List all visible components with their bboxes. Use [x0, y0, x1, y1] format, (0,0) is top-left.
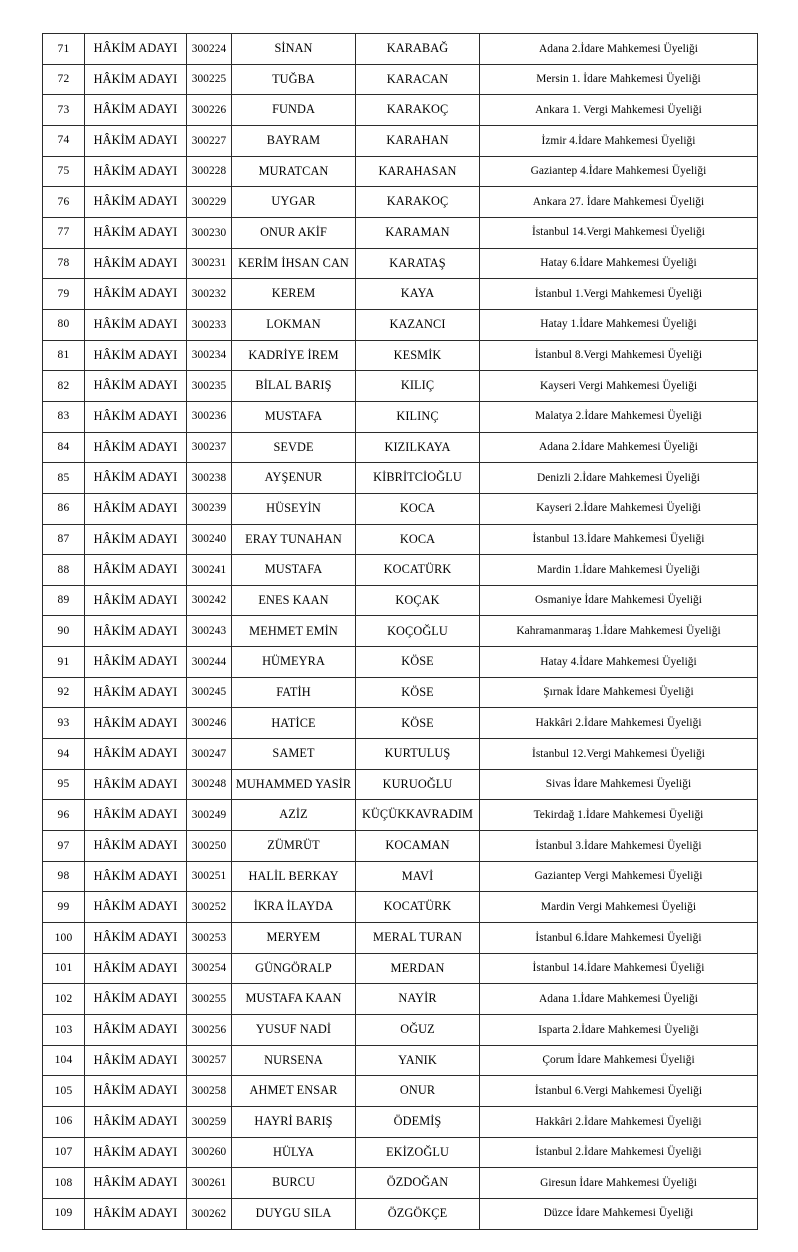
cell-sira-no: 102 — [43, 984, 85, 1015]
cell-sicil-no: 300248 — [187, 769, 232, 800]
cell-sicil-no: 300262 — [187, 1198, 232, 1229]
cell-ad: UYGAR — [232, 187, 356, 218]
cell-ad: HAYRİ BARIŞ — [232, 1106, 356, 1137]
cell-soyad: KOÇAK — [356, 585, 480, 616]
cell-unvan: HÂKİM ADAYI — [85, 892, 187, 923]
table-row — [43, 371, 758, 402]
cell-sira-no: 107 — [43, 1137, 85, 1168]
cell-gorev-yeri: Adana 2.İdare Mahkemesi Üyeliği — [480, 432, 758, 463]
table-row — [43, 1137, 758, 1168]
cell-sicil-no: 300238 — [187, 463, 232, 494]
cell-ad: HÜMEYRA — [232, 647, 356, 678]
table-row — [43, 1045, 758, 1076]
cell-sira-no: 87 — [43, 524, 85, 555]
cell-unvan: HÂKİM ADAYI — [85, 555, 187, 586]
table-row — [43, 279, 758, 310]
cell-unvan: HÂKİM ADAYI — [85, 524, 187, 555]
cell-ad: MUHAMMED YASİR — [232, 769, 356, 800]
cell-sicil-no: 300233 — [187, 309, 232, 340]
cell-gorev-yeri: Mardin 1.İdare Mahkemesi Üyeliği — [480, 555, 758, 586]
cell-unvan: HÂKİM ADAYI — [85, 1137, 187, 1168]
cell-unvan: HÂKİM ADAYI — [85, 187, 187, 218]
table-row — [43, 1168, 758, 1199]
cell-ad: LOKMAN — [232, 309, 356, 340]
cell-unvan: HÂKİM ADAYI — [85, 125, 187, 156]
cell-sira-no: 97 — [43, 831, 85, 862]
cell-sicil-no: 300227 — [187, 125, 232, 156]
cell-soyad: KILINÇ — [356, 401, 480, 432]
cell-gorev-yeri: İstanbul 1.Vergi Mahkemesi Üyeliği — [480, 279, 758, 310]
cell-soyad: MERDAN — [356, 953, 480, 984]
roster-table-body — [43, 34, 758, 1230]
table-row — [43, 984, 758, 1015]
cell-sira-no: 81 — [43, 340, 85, 371]
cell-gorev-yeri: İstanbul 2.İdare Mahkemesi Üyeliği — [480, 1137, 758, 1168]
cell-sira-no: 100 — [43, 923, 85, 954]
cell-sicil-no: 300232 — [187, 279, 232, 310]
cell-gorev-yeri: Düzce İdare Mahkemesi Üyeliği — [480, 1198, 758, 1229]
cell-ad: FATİH — [232, 677, 356, 708]
cell-soyad: KOCA — [356, 524, 480, 555]
cell-gorev-yeri: Sivas İdare Mahkemesi Üyeliği — [480, 769, 758, 800]
table-row — [43, 892, 758, 923]
cell-gorev-yeri: Adana 1.İdare Mahkemesi Üyeliği — [480, 984, 758, 1015]
appointment-roster-table — [42, 33, 758, 1230]
table-row — [43, 401, 758, 432]
cell-ad: BİLAL BARIŞ — [232, 371, 356, 402]
table-row — [43, 248, 758, 279]
cell-sira-no: 80 — [43, 309, 85, 340]
cell-soyad: KARAKOÇ — [356, 187, 480, 218]
table-row — [43, 217, 758, 248]
cell-sicil-no: 300243 — [187, 616, 232, 647]
cell-unvan: HÂKİM ADAYI — [85, 371, 187, 402]
table-row — [43, 769, 758, 800]
cell-ad: BURCU — [232, 1168, 356, 1199]
cell-sira-no: 108 — [43, 1168, 85, 1199]
table-row — [43, 739, 758, 770]
cell-ad: MUSTAFA KAAN — [232, 984, 356, 1015]
roster-table-container — [42, 33, 757, 1230]
cell-unvan: HÂKİM ADAYI — [85, 279, 187, 310]
cell-ad: ERAY TUNAHAN — [232, 524, 356, 555]
cell-sira-no: 91 — [43, 647, 85, 678]
table-row — [43, 524, 758, 555]
cell-ad: BAYRAM — [232, 125, 356, 156]
cell-gorev-yeri: İstanbul 13.İdare Mahkemesi Üyeliği — [480, 524, 758, 555]
cell-gorev-yeri: Denizli 2.İdare Mahkemesi Üyeliği — [480, 463, 758, 494]
cell-ad: MUSTAFA — [232, 401, 356, 432]
cell-soyad: KOCATÜRK — [356, 555, 480, 586]
cell-soyad: KARACAN — [356, 64, 480, 95]
cell-soyad: KILIÇ — [356, 371, 480, 402]
cell-ad: YUSUF NADİ — [232, 1015, 356, 1046]
cell-unvan: HÂKİM ADAYI — [85, 463, 187, 494]
table-row — [43, 1198, 758, 1229]
cell-ad: FUNDA — [232, 95, 356, 126]
cell-gorev-yeri: Kayseri 2.İdare Mahkemesi Üyeliği — [480, 493, 758, 524]
cell-sicil-no: 300250 — [187, 831, 232, 862]
cell-gorev-yeri: Kayseri Vergi Mahkemesi Üyeliği — [480, 371, 758, 402]
cell-unvan: HÂKİM ADAYI — [85, 677, 187, 708]
table-row — [43, 923, 758, 954]
cell-unvan: HÂKİM ADAYI — [85, 217, 187, 248]
cell-sira-no: 104 — [43, 1045, 85, 1076]
table-row — [43, 187, 758, 218]
cell-gorev-yeri: Tekirdağ 1.İdare Mahkemesi Üyeliği — [480, 800, 758, 831]
cell-soyad: KÖSE — [356, 677, 480, 708]
table-row — [43, 309, 758, 340]
cell-ad: AHMET ENSAR — [232, 1076, 356, 1107]
cell-ad: ENES KAAN — [232, 585, 356, 616]
cell-gorev-yeri: Şırnak İdare Mahkemesi Üyeliği — [480, 677, 758, 708]
cell-ad: SEVDE — [232, 432, 356, 463]
cell-unvan: HÂKİM ADAYI — [85, 647, 187, 678]
cell-ad: NURSENA — [232, 1045, 356, 1076]
cell-sicil-no: 300237 — [187, 432, 232, 463]
cell-ad: KERİM İHSAN CAN — [232, 248, 356, 279]
cell-gorev-yeri: Adana 2.İdare Mahkemesi Üyeliği — [480, 34, 758, 65]
cell-ad: MERYEM — [232, 923, 356, 954]
cell-ad: KEREM — [232, 279, 356, 310]
cell-sira-no: 101 — [43, 953, 85, 984]
cell-unvan: HÂKİM ADAYI — [85, 248, 187, 279]
cell-sicil-no: 300234 — [187, 340, 232, 371]
cell-ad: MURATCAN — [232, 156, 356, 187]
cell-sicil-no: 300260 — [187, 1137, 232, 1168]
cell-unvan: HÂKİM ADAYI — [85, 585, 187, 616]
table-row — [43, 585, 758, 616]
table-row — [43, 125, 758, 156]
cell-unvan: HÂKİM ADAYI — [85, 340, 187, 371]
cell-soyad: ÖDEMİŞ — [356, 1106, 480, 1137]
cell-ad: HÜLYA — [232, 1137, 356, 1168]
table-row — [43, 1106, 758, 1137]
cell-sicil-no: 300229 — [187, 187, 232, 218]
cell-soyad: KOÇOĞLU — [356, 616, 480, 647]
cell-gorev-yeri: Osmaniye İdare Mahkemesi Üyeliği — [480, 585, 758, 616]
cell-sira-no: 99 — [43, 892, 85, 923]
cell-sicil-no: 300230 — [187, 217, 232, 248]
cell-unvan: HÂKİM ADAYI — [85, 1106, 187, 1137]
cell-unvan: HÂKİM ADAYI — [85, 923, 187, 954]
cell-unvan: HÂKİM ADAYI — [85, 953, 187, 984]
cell-sicil-no: 300225 — [187, 64, 232, 95]
cell-ad: HATİCE — [232, 708, 356, 739]
cell-sira-no: 83 — [43, 401, 85, 432]
cell-sira-no: 88 — [43, 555, 85, 586]
table-row — [43, 800, 758, 831]
cell-sira-no: 96 — [43, 800, 85, 831]
cell-sira-no: 73 — [43, 95, 85, 126]
cell-soyad: YANIK — [356, 1045, 480, 1076]
cell-unvan: HÂKİM ADAYI — [85, 831, 187, 862]
cell-soyad: KARATAŞ — [356, 248, 480, 279]
cell-soyad: ONUR — [356, 1076, 480, 1107]
cell-unvan: HÂKİM ADAYI — [85, 708, 187, 739]
cell-soyad: KURUOĞLU — [356, 769, 480, 800]
table-row — [43, 463, 758, 494]
cell-soyad: KESMİK — [356, 340, 480, 371]
cell-unvan: HÂKİM ADAYI — [85, 401, 187, 432]
cell-unvan: HÂKİM ADAYI — [85, 1045, 187, 1076]
cell-sicil-no: 300244 — [187, 647, 232, 678]
cell-sicil-no: 300251 — [187, 861, 232, 892]
cell-gorev-yeri: İzmir 4.İdare Mahkemesi Üyeliği — [480, 125, 758, 156]
cell-sira-no: 95 — [43, 769, 85, 800]
cell-ad: HÜSEYİN — [232, 493, 356, 524]
cell-sira-no: 105 — [43, 1076, 85, 1107]
cell-sicil-no: 300246 — [187, 708, 232, 739]
cell-sicil-no: 300236 — [187, 401, 232, 432]
cell-unvan: HÂKİM ADAYI — [85, 34, 187, 65]
cell-ad: ZÜMRÜT — [232, 831, 356, 862]
cell-gorev-yeri: Ankara 27. İdare Mahkemesi Üyeliği — [480, 187, 758, 218]
cell-ad: İKRA İLAYDA — [232, 892, 356, 923]
table-row — [43, 64, 758, 95]
cell-sira-no: 106 — [43, 1106, 85, 1137]
cell-ad: AZİZ — [232, 800, 356, 831]
cell-sira-no: 90 — [43, 616, 85, 647]
cell-gorev-yeri: Malatya 2.İdare Mahkemesi Üyeliği — [480, 401, 758, 432]
cell-sira-no: 79 — [43, 279, 85, 310]
cell-gorev-yeri: Hatay 4.İdare Mahkemesi Üyeliği — [480, 647, 758, 678]
cell-soyad: KAYA — [356, 279, 480, 310]
cell-ad: DUYGU SILA — [232, 1198, 356, 1229]
cell-ad: SAMET — [232, 739, 356, 770]
cell-ad: SİNAN — [232, 34, 356, 65]
cell-soyad: KARAHAN — [356, 125, 480, 156]
cell-gorev-yeri: Isparta 2.İdare Mahkemesi Üyeliği — [480, 1015, 758, 1046]
cell-unvan: HÂKİM ADAYI — [85, 1076, 187, 1107]
cell-soyad: ÖZGÖKÇE — [356, 1198, 480, 1229]
cell-ad: GÜNGÖRALP — [232, 953, 356, 984]
cell-sira-no: 75 — [43, 156, 85, 187]
cell-sicil-no: 300241 — [187, 555, 232, 586]
cell-soyad: KARAMAN — [356, 217, 480, 248]
cell-soyad: KARAKOÇ — [356, 95, 480, 126]
cell-unvan: HÂKİM ADAYI — [85, 800, 187, 831]
table-row — [43, 861, 758, 892]
cell-ad: MUSTAFA — [232, 555, 356, 586]
cell-sicil-no: 300235 — [187, 371, 232, 402]
cell-unvan: HÂKİM ADAYI — [85, 156, 187, 187]
cell-gorev-yeri: Çorum İdare Mahkemesi Üyeliği — [480, 1045, 758, 1076]
cell-gorev-yeri: Mardin Vergi Mahkemesi Üyeliği — [480, 892, 758, 923]
table-row — [43, 831, 758, 862]
cell-sicil-no: 300247 — [187, 739, 232, 770]
table-row — [43, 647, 758, 678]
table-row — [43, 493, 758, 524]
cell-gorev-yeri: İstanbul 12.Vergi Mahkemesi Üyeliği — [480, 739, 758, 770]
cell-sicil-no: 300261 — [187, 1168, 232, 1199]
cell-sicil-no: 300239 — [187, 493, 232, 524]
cell-ad: KADRİYE İREM — [232, 340, 356, 371]
cell-sicil-no: 300255 — [187, 984, 232, 1015]
cell-sicil-no: 300231 — [187, 248, 232, 279]
cell-gorev-yeri: İstanbul 14.Vergi Mahkemesi Üyeliği — [480, 217, 758, 248]
cell-gorev-yeri: Hatay 1.İdare Mahkemesi Üyeliği — [480, 309, 758, 340]
cell-sicil-no: 300256 — [187, 1015, 232, 1046]
cell-unvan: HÂKİM ADAYI — [85, 1168, 187, 1199]
cell-gorev-yeri: Hatay 6.İdare Mahkemesi Üyeliği — [480, 248, 758, 279]
cell-unvan: HÂKİM ADAYI — [85, 1015, 187, 1046]
cell-sira-no: 93 — [43, 708, 85, 739]
cell-soyad: KAZANCI — [356, 309, 480, 340]
cell-sira-no: 82 — [43, 371, 85, 402]
cell-soyad: KURTULUŞ — [356, 739, 480, 770]
cell-soyad: KOCA — [356, 493, 480, 524]
cell-gorev-yeri: İstanbul 8.Vergi Mahkemesi Üyeliği — [480, 340, 758, 371]
cell-sira-no: 86 — [43, 493, 85, 524]
cell-soyad: MAVİ — [356, 861, 480, 892]
cell-sicil-no: 300224 — [187, 34, 232, 65]
cell-gorev-yeri: İstanbul 6.İdare Mahkemesi Üyeliği — [480, 923, 758, 954]
cell-gorev-yeri: Gaziantep Vergi Mahkemesi Üyeliği — [480, 861, 758, 892]
table-row — [43, 708, 758, 739]
cell-gorev-yeri: Ankara 1. Vergi Mahkemesi Üyeliği — [480, 95, 758, 126]
cell-gorev-yeri: İstanbul 3.İdare Mahkemesi Üyeliği — [480, 831, 758, 862]
cell-ad: ONUR AKİF — [232, 217, 356, 248]
cell-unvan: HÂKİM ADAYI — [85, 493, 187, 524]
cell-gorev-yeri: Mersin 1. İdare Mahkemesi Üyeliği — [480, 64, 758, 95]
cell-soyad: ÖZDOĞAN — [356, 1168, 480, 1199]
table-row — [43, 34, 758, 65]
cell-unvan: HÂKİM ADAYI — [85, 64, 187, 95]
cell-soyad: NAYİR — [356, 984, 480, 1015]
cell-sira-no: 103 — [43, 1015, 85, 1046]
cell-sicil-no: 300258 — [187, 1076, 232, 1107]
cell-unvan: HÂKİM ADAYI — [85, 309, 187, 340]
cell-sira-no: 74 — [43, 125, 85, 156]
cell-unvan: HÂKİM ADAYI — [85, 432, 187, 463]
cell-sira-no: 98 — [43, 861, 85, 892]
cell-ad: HALİL BERKAY — [232, 861, 356, 892]
cell-sicil-no: 300245 — [187, 677, 232, 708]
cell-ad: TUĞBA — [232, 64, 356, 95]
table-row — [43, 616, 758, 647]
cell-sira-no: 109 — [43, 1198, 85, 1229]
table-row — [43, 677, 758, 708]
cell-soyad: KOCAMAN — [356, 831, 480, 862]
cell-soyad: KÖSE — [356, 708, 480, 739]
cell-sira-no: 71 — [43, 34, 85, 65]
cell-soyad: OĞUZ — [356, 1015, 480, 1046]
cell-sicil-no: 300249 — [187, 800, 232, 831]
table-row — [43, 1015, 758, 1046]
cell-unvan: HÂKİM ADAYI — [85, 984, 187, 1015]
table-row — [43, 953, 758, 984]
cell-sira-no: 76 — [43, 187, 85, 218]
table-row — [43, 555, 758, 586]
cell-unvan: HÂKİM ADAYI — [85, 1198, 187, 1229]
table-row — [43, 1076, 758, 1107]
cell-soyad: KÜÇÜKKAVRADIM — [356, 800, 480, 831]
cell-sicil-no: 300252 — [187, 892, 232, 923]
cell-sira-no: 77 — [43, 217, 85, 248]
cell-unvan: HÂKİM ADAYI — [85, 769, 187, 800]
cell-unvan: HÂKİM ADAYI — [85, 95, 187, 126]
cell-sicil-no: 300253 — [187, 923, 232, 954]
cell-sira-no: 92 — [43, 677, 85, 708]
cell-gorev-yeri: İstanbul 6.Vergi Mahkemesi Üyeliği — [480, 1076, 758, 1107]
cell-ad: MEHMET EMİN — [232, 616, 356, 647]
table-row — [43, 340, 758, 371]
cell-gorev-yeri: Giresun İdare Mahkemesi Üyeliği — [480, 1168, 758, 1199]
cell-soyad: KARABAĞ — [356, 34, 480, 65]
cell-ad: AYŞENUR — [232, 463, 356, 494]
cell-sira-no: 78 — [43, 248, 85, 279]
cell-soyad: KÖSE — [356, 647, 480, 678]
cell-gorev-yeri: İstanbul 14.İdare Mahkemesi Üyeliği — [480, 953, 758, 984]
cell-sicil-no: 300242 — [187, 585, 232, 616]
table-row — [43, 95, 758, 126]
cell-soyad: KİBRİTCİOĞLU — [356, 463, 480, 494]
cell-sira-no: 94 — [43, 739, 85, 770]
cell-sicil-no: 300226 — [187, 95, 232, 126]
cell-sira-no: 85 — [43, 463, 85, 494]
cell-gorev-yeri: Hakkâri 2.İdare Mahkemesi Üyeliği — [480, 708, 758, 739]
cell-unvan: HÂKİM ADAYI — [85, 616, 187, 647]
cell-unvan: HÂKİM ADAYI — [85, 861, 187, 892]
cell-soyad: MERAL TURAN — [356, 923, 480, 954]
cell-unvan: HÂKİM ADAYI — [85, 739, 187, 770]
cell-gorev-yeri: Kahramanmaraş 1.İdare Mahkemesi Üyeliği — [480, 616, 758, 647]
cell-sira-no: 72 — [43, 64, 85, 95]
cell-gorev-yeri: Gaziantep 4.İdare Mahkemesi Üyeliği — [480, 156, 758, 187]
cell-sicil-no: 300259 — [187, 1106, 232, 1137]
cell-sicil-no: 300228 — [187, 156, 232, 187]
table-row — [43, 432, 758, 463]
cell-sicil-no: 300240 — [187, 524, 232, 555]
cell-sira-no: 89 — [43, 585, 85, 616]
table-row — [43, 156, 758, 187]
cell-gorev-yeri: Hakkâri 2.İdare Mahkemesi Üyeliği — [480, 1106, 758, 1137]
cell-soyad: KARAHASAN — [356, 156, 480, 187]
cell-sicil-no: 300254 — [187, 953, 232, 984]
cell-soyad: KIZILKAYA — [356, 432, 480, 463]
cell-soyad: EKİZOĞLU — [356, 1137, 480, 1168]
cell-sira-no: 84 — [43, 432, 85, 463]
cell-soyad: KOCATÜRK — [356, 892, 480, 923]
cell-sicil-no: 300257 — [187, 1045, 232, 1076]
